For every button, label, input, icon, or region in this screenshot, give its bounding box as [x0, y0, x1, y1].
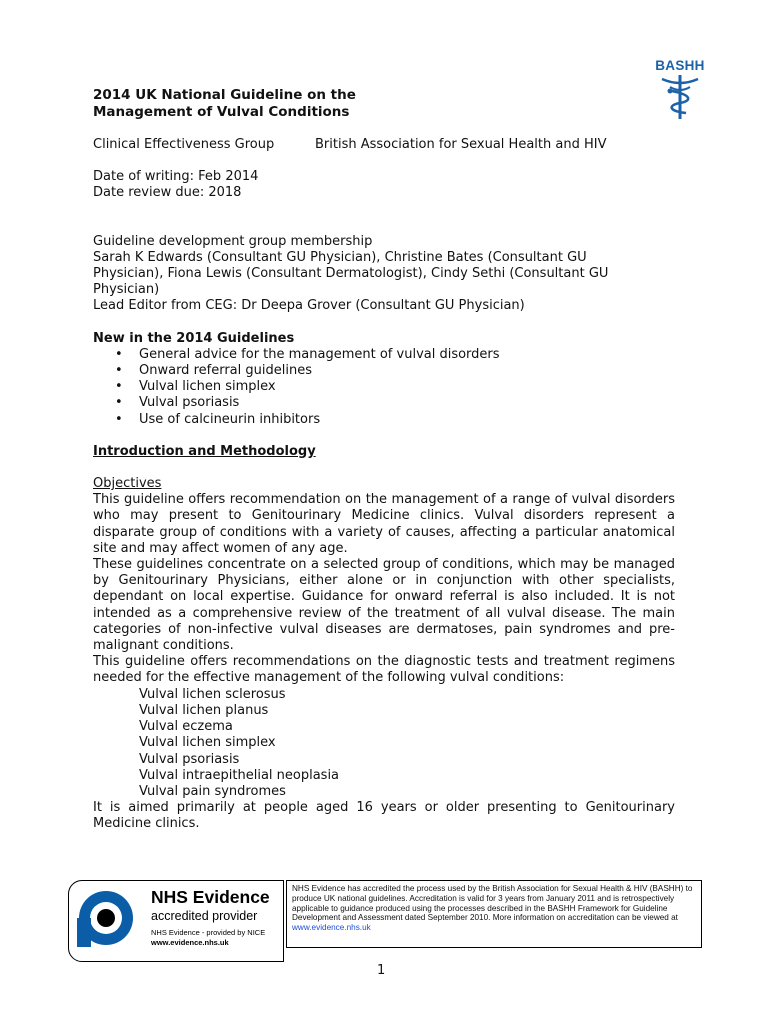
intro-heading: Introduction and Methodology — [93, 443, 316, 459]
list-item: Vulval lichen planus — [139, 702, 269, 718]
lead-editor: Lead Editor from CEG: Dr Deepa Grover (Consultant GU Physician) — [93, 298, 525, 314]
membership-heading: Guideline development group membership — [93, 233, 373, 249]
doc-title-line2: Management of Vulval Conditions — [93, 104, 350, 120]
list-item: • Vulval psoriasis — [93, 395, 675, 411]
list-item: Vulval intraepithelial neoplasia — [139, 767, 340, 783]
page-number: 1 — [377, 963, 386, 978]
list-item: Vulval eczema — [139, 719, 233, 735]
intro-para-3: This guideline offers recommendations on the diagnostic tests and treatment regimens needed for the effective management of the following vulval conditions: — [93, 654, 675, 686]
list-item: Vulval psoriasis — [139, 751, 240, 767]
date-writing: Date of writing: Feb 2014 — [93, 169, 259, 185]
membership-line1: Sarah K Edwards (Consultant GU Physician), Christine Bates (Consultant GU — [93, 249, 587, 265]
intro-para-4: It is aimed primarily at people aged 16 years or older presenting to Genitourinary Medicine clinics. — [93, 800, 675, 832]
membership-line3: Physician) — [93, 282, 160, 298]
document-body — [93, 87, 675, 833]
nhs-url: www.evidence.nhs.uk — [151, 938, 229, 947]
doc-title-line1: 2014 UK National Guideline on the — [93, 87, 356, 103]
nhs-evidence-logo-icon — [77, 889, 135, 947]
list-item: • Onward referral guidelines — [93, 363, 675, 379]
accreditation-link[interactable]: www.evidence.nhs.uk — [292, 923, 371, 933]
group-left: Clinical Effectiveness Group — [93, 137, 275, 152]
intro-para-2: These guidelines concentrate on a selected group of conditions, which may be managed by Genitourinary Physicians, either alone or in conjunction with other specialists, dependant on local expertise. Guidance for onward referral is also included. It is not intended as a comprehensive review of the treatment of all vulval disease. The main categories of non-infective vulval diseases are dermatoses, pain syndromes and pre-malignant conditions. — [93, 557, 675, 654]
nhs-provided-by: NHS Evidence - provided by NICE — [151, 928, 266, 937]
group-line — [93, 137, 675, 153]
nhs-title: NHS Evidence — [151, 887, 270, 907]
list-item: Vulval pain syndromes — [139, 783, 286, 799]
list-item: • General advice for the management of vulval disorders — [93, 347, 675, 363]
list-item: Vulval lichen simplex — [139, 735, 276, 751]
objectives-heading: Objectives — [93, 476, 162, 492]
membership-line2: Physician), Fiona Lewis (Consultant Dermatologist), Cindy Sethi (Consultant GU — [93, 266, 609, 282]
intro-para-1: This guideline offers recommendation on the management of a range of vulval disorders who may present to Genitourinary Medicine clinics. Vulval disorders represent a disparate group of conditions with a variety of causes, affecting a particular anatomical site and may affect women of any age. — [93, 492, 675, 556]
new-heading: New in the 2014 Guidelines — [93, 330, 295, 346]
list-item: Vulval lichen sclerosus — [139, 686, 286, 702]
list-item: • Use of calcineurin inhibitors — [93, 412, 675, 428]
accreditation-box — [286, 880, 702, 948]
group-right: British Association for Sexual Health and HIV — [315, 137, 607, 152]
new-list — [93, 347, 675, 428]
date-review: Date review due: 2018 — [93, 185, 242, 201]
conditions-list — [93, 687, 675, 800]
list-item: • Vulval lichen simplex — [93, 379, 675, 395]
nhs-evidence-badge — [68, 880, 284, 962]
accreditation-text: NHS Evidence has accredited the process used by the British Association for Sexual Health & HIV (BASHH) to produce UK national guidelines. Accreditation is valid for 3 years from January 2011 and is retrospectively applicable to guidance produced using the processes described in the BASHH Framework for Guideline Development and Assessment dated September 2010. More information on accreditation can be viewed at — [292, 884, 693, 923]
nhs-subtitle: accredited provider — [151, 909, 258, 923]
bashh-logo-text: BASHH — [655, 58, 705, 73]
